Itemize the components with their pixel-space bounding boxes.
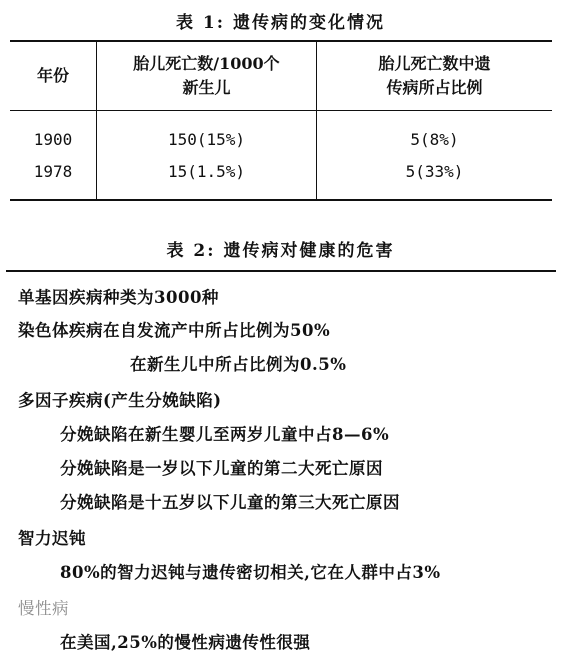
table2-line-single-gene: 单基因疾病种类为3000种 <box>18 288 219 307</box>
table2-line-birth-defect-3: 分娩缺陷是十五岁以下儿童的第三大死亡原因 <box>60 493 400 512</box>
table2-caption: 表 2: 遗传病对健康的危害 <box>166 241 395 261</box>
table1-row1-fetal-deaths: 150(15%) <box>167 130 246 149</box>
table2-line-retardation: 智力迟钝 <box>18 529 86 548</box>
table2-top-rule <box>6 270 556 272</box>
table1-header-genetic-share <box>317 52 552 100</box>
table2-line-chronic: 慢性病 <box>18 599 69 618</box>
table2-line-retardation-share: 80%的智力迟钝与遗传密切相关,它在人群中占3% <box>60 563 441 582</box>
table1-header-rule <box>10 110 552 111</box>
table1-row1-year: 1900 <box>33 130 73 149</box>
table1-row2-year: 1978 <box>33 162 73 181</box>
table2-line-newborn-share: 在新生儿中所占比例为0.5% <box>130 355 347 374</box>
table2-line-birth-defect-1: 分娩缺陷在新生婴儿至两岁儿童中占8—6% <box>60 425 390 444</box>
table1-header-genetic-share-line1: 胎儿死亡数中遗 <box>378 54 491 73</box>
table1-row2-genetic-share: 5(33%) <box>405 162 464 181</box>
table1-header-year: 年份 <box>36 66 69 85</box>
table1-header-fetal-deaths-line1: 胎儿死亡数/1000个 <box>133 54 280 73</box>
table2-line-birth-defect-2: 分娩缺陷是一岁以下儿童的第二大死亡原因 <box>60 459 383 478</box>
table2-line-chromosomal: 染色体疾病在自发流产中所占比例为50% <box>18 321 331 340</box>
table1-header-fetal-deaths <box>97 52 316 100</box>
table1-top-rule <box>10 40 552 42</box>
table1-row1-genetic-share: 5(8%) <box>410 130 459 149</box>
table1-bottom-rule <box>10 199 552 201</box>
table1-row2-fetal-deaths: 15(1.5%) <box>167 162 246 181</box>
table1-header-fetal-deaths-line2: 新生儿 <box>182 78 231 97</box>
table2-line-chronic-us: 在美国,25%的慢性病遗传性很强 <box>60 633 311 652</box>
table1-caption: 表 1: 遗传病的变化情况 <box>176 13 385 33</box>
table2-line-multifactor: 多因子疾病(产生分娩缺陷) <box>18 391 222 410</box>
table1-header-genetic-share-line2: 传病所占比例 <box>386 78 483 97</box>
